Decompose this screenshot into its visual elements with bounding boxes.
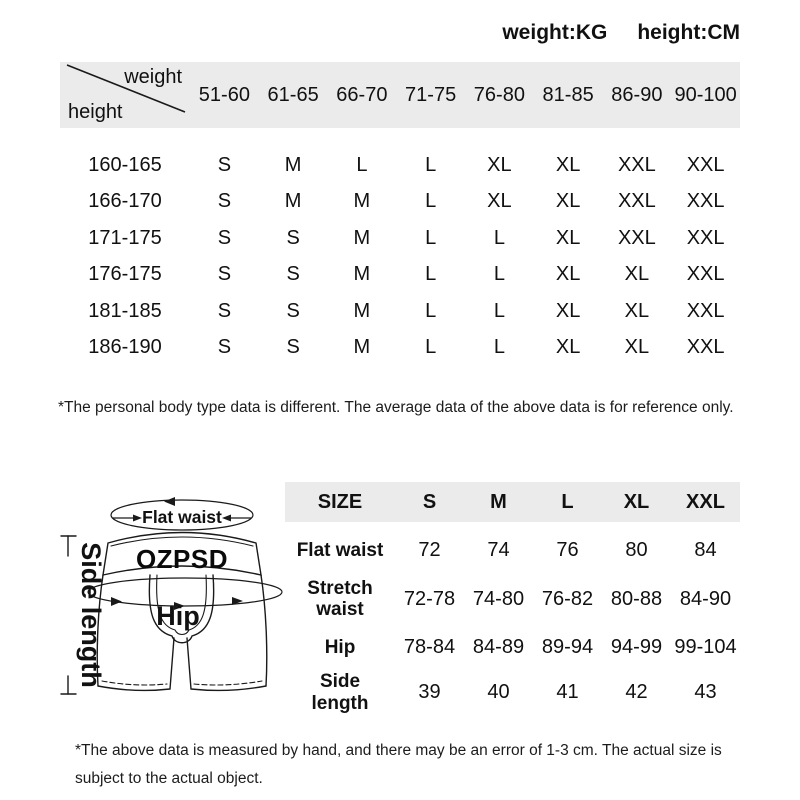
matrix-cell: XXL xyxy=(686,226,725,249)
matrix-row-label: 186-190 xyxy=(88,336,162,359)
matrix-row xyxy=(60,147,740,184)
matrix-cell: XL xyxy=(555,190,581,213)
matrix-row xyxy=(60,330,740,367)
matrix-cell: L xyxy=(425,299,437,322)
matrix-cell: XL xyxy=(624,299,650,322)
size-matrix-table xyxy=(60,62,740,366)
matrix-row-label: 171-175 xyxy=(88,226,162,249)
matrix-cell: L xyxy=(425,263,437,286)
measure-cell: 41 xyxy=(556,681,579,703)
matrix-cell: L xyxy=(493,299,505,322)
matrix-row xyxy=(60,184,740,221)
measure-cell: 89-94 xyxy=(541,636,594,658)
measure-col-header: XXL xyxy=(686,490,725,513)
measure-col-header: SIZE xyxy=(317,490,363,513)
measure-row xyxy=(285,670,740,715)
matrix-cell: S xyxy=(286,226,300,249)
measure-cell: 84-90 xyxy=(679,587,732,610)
flat-waist-label: Flat waist xyxy=(142,507,222,527)
matrix-cell: XXL xyxy=(686,190,725,213)
matrix-cell: L xyxy=(425,190,437,213)
matrix-cell: S xyxy=(217,190,232,213)
matrix-col-header: 51-60 xyxy=(198,83,250,106)
measure-cell: 80 xyxy=(625,539,648,561)
measure-cell: 84-89 xyxy=(472,636,525,658)
matrix-cell: XXL xyxy=(686,336,725,359)
matrix-cell: XL xyxy=(555,226,581,249)
measure-row-label: Hip xyxy=(324,636,356,658)
measure-cell: 80-88 xyxy=(610,587,663,610)
matrix-body xyxy=(60,147,740,366)
hip-label: Hip xyxy=(156,601,200,631)
matrix-cell: L xyxy=(425,226,437,249)
measure-col-header: L xyxy=(561,490,574,513)
matrix-col-header: 71-75 xyxy=(405,83,457,106)
matrix-cell: S xyxy=(217,263,232,286)
matrix-cell: S xyxy=(217,226,232,249)
measure-row-label: Flat waist xyxy=(296,539,384,561)
measure-table xyxy=(285,482,740,715)
matrix-row xyxy=(60,293,740,330)
matrix-header-row xyxy=(60,62,740,128)
matrix-cell: XL xyxy=(555,153,581,176)
matrix-cell: S xyxy=(286,336,300,359)
matrix-cell: XXL xyxy=(617,226,656,249)
matrix-cell: XL xyxy=(487,153,512,176)
measure-row xyxy=(285,625,740,670)
matrix-col-header: 61-65 xyxy=(267,83,319,106)
matrix-col-header: 86-90 xyxy=(611,83,663,106)
matrix-cell: L xyxy=(356,153,368,176)
matrix-col-header: 66-70 xyxy=(336,83,388,106)
brand-logo: OZPSD xyxy=(135,544,229,574)
matrix-col-header: 81-85 xyxy=(542,83,594,106)
measure-col-header: M xyxy=(490,490,507,513)
measure-cell: 42 xyxy=(625,681,648,703)
measure-cell: 40 xyxy=(487,681,510,703)
matrix-cell: XL xyxy=(624,336,650,359)
matrix-cell: L xyxy=(493,263,505,286)
matrix-cell: XL xyxy=(555,336,581,359)
matrix-cell: XL xyxy=(487,190,512,213)
matrix-cell: XL xyxy=(555,263,581,286)
matrix-col-header: 90-100 xyxy=(674,83,737,106)
hip-arrow-icon xyxy=(111,597,122,606)
measure-cell: 74-80 xyxy=(472,587,525,610)
matrix-cell: L xyxy=(493,226,505,249)
matrix-cell: S xyxy=(217,336,232,359)
measure-col-header: S xyxy=(422,490,437,513)
matrix-corner-cell xyxy=(60,62,190,128)
matrix-cell: L xyxy=(425,153,437,176)
matrix-cell: XXL xyxy=(686,299,725,322)
right-leg-outline xyxy=(261,575,267,686)
matrix-cell: M xyxy=(353,226,371,249)
flat-waist-left-arrow-icon xyxy=(133,515,142,522)
matrix-cell: M xyxy=(284,153,302,176)
matrix-cell: XXL xyxy=(617,190,656,213)
matrix-row xyxy=(60,257,740,294)
units-header xyxy=(502,21,740,45)
matrix-cell: L xyxy=(493,336,505,359)
matrix-row-label: 176-175 xyxy=(88,263,162,286)
measure-cell: 74 xyxy=(487,539,510,561)
measure-cell: 94-99 xyxy=(610,636,663,658)
matrix-cell: M xyxy=(353,263,371,286)
matrix-cell: XXL xyxy=(617,153,656,176)
matrix-cell: M xyxy=(353,336,371,359)
matrix-cell: XXL xyxy=(686,263,725,286)
matrix-row-label: 166-170 xyxy=(88,190,162,213)
matrix-row-label: 160-165 xyxy=(88,153,162,176)
left-hem-stitching xyxy=(102,681,167,685)
measure-row-label: Stretch waist xyxy=(307,577,373,620)
matrix-cell: S xyxy=(286,299,300,322)
measure-row-label: Side length xyxy=(311,671,369,714)
matrix-row-label: 181-185 xyxy=(88,299,162,322)
weight-axis-label: weight xyxy=(124,66,182,88)
boxer-diagram xyxy=(45,478,295,728)
side-length-label: Side length xyxy=(76,542,106,688)
matrix-cell: M xyxy=(284,190,302,213)
matrix-cell: S xyxy=(217,299,232,322)
matrix-cell: XL xyxy=(624,263,650,286)
right-hem-stitching xyxy=(194,681,262,685)
measure-cell: 84 xyxy=(694,539,717,561)
matrix-cell: XL xyxy=(555,299,581,322)
measure-cell: 43 xyxy=(694,681,717,703)
flat-waist-right-arrow-icon xyxy=(222,515,231,522)
measure-cell: 72 xyxy=(418,539,441,561)
matrix-cell: XXL xyxy=(686,153,725,176)
matrix-col-header: 76-80 xyxy=(473,83,525,106)
weight-unit-label: weight:KG xyxy=(502,21,608,44)
flat-waist-top-arrow-icon xyxy=(164,497,175,506)
matrix-cell: M xyxy=(353,190,371,213)
measure-row xyxy=(285,573,740,625)
matrix-cell: S xyxy=(217,153,232,176)
height-axis-label: height xyxy=(68,101,123,123)
measure-table-note: *The above data is measured by hand, and there may be an error of 1-3 cm. The actual size is subject to the actual object. xyxy=(75,742,722,788)
measure-cell: 72-78 xyxy=(403,587,456,610)
measure-header-row xyxy=(285,482,740,522)
matrix-cell: S xyxy=(286,263,300,286)
matrix-cell: M xyxy=(353,299,371,322)
measure-cell: 76 xyxy=(556,539,579,561)
measure-row xyxy=(285,528,740,573)
measure-col-header: XL xyxy=(623,490,650,513)
measure-cell: 78-84 xyxy=(403,636,456,658)
matrix-row xyxy=(60,220,740,257)
measure-cell: 76-82 xyxy=(541,587,594,610)
measure-cell: 99-104 xyxy=(674,636,737,658)
measure-body xyxy=(285,522,740,715)
measure-cell: 39 xyxy=(418,681,441,703)
matrix-cell: L xyxy=(425,336,437,359)
size-matrix-note: *The personal body type data is different. The average data of the above data is for reference only. xyxy=(58,399,734,416)
height-unit-label: height:CM xyxy=(637,21,740,44)
